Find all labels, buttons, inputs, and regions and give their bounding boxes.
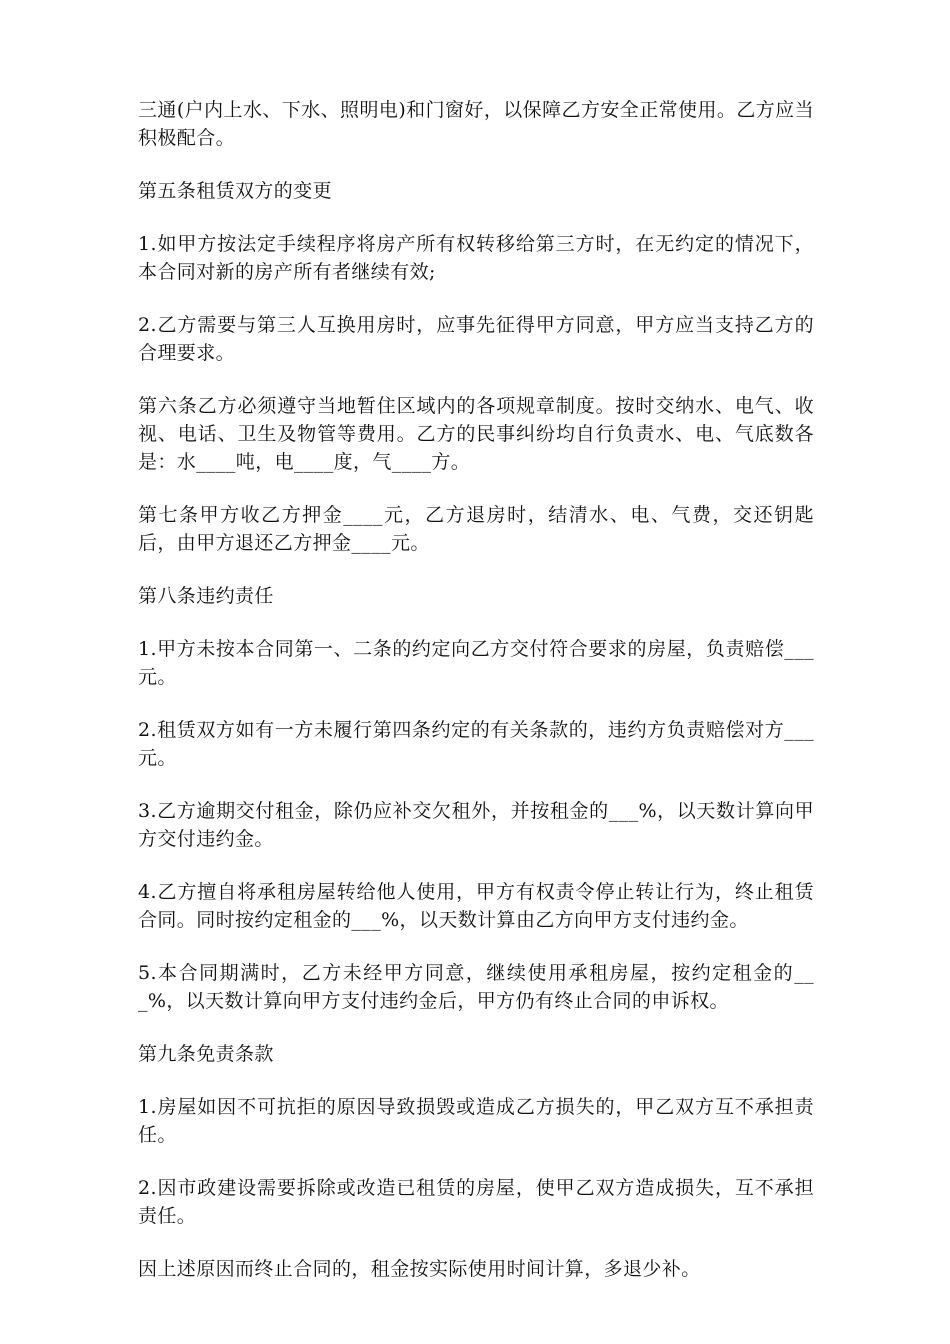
paragraph-article-9-item-1: 1.房屋如因不可抗拒的原因导致损毁或造成乙方损失的，甲乙双方互不承担责任。: [138, 1096, 814, 1146]
paragraph-article-8-item-4: 4.乙方擅自将承租房屋转给他人使用，甲方有权责令停止转让行为，终止租赁合同。同时按约定租金的___%，以天数计算由乙方向甲方支付违约金。: [138, 881, 814, 931]
paragraph-article-8-item-5: 5.本合同期满时，乙方未经甲方同意，继续使用承租房屋，按约定租金的___%，以天数计算向甲方支付违约金后，甲方仍有终止合同的申诉权。: [138, 962, 814, 1012]
paragraph-article-8-item-1: 1.甲方未按本合同第一、二条的约定向乙方交付符合要求的房屋，负责赔偿___元。: [138, 638, 814, 688]
paragraph-closing: 因上述原因而终止合同的，租金按实际使用时间计算，多退少补。: [138, 1258, 701, 1280]
heading-article-9: 第九条免责条款: [138, 1043, 274, 1065]
paragraph-article-8-item-2: 2.租赁双方如有一方未履行第四条约定的有关条款的，违约方负责赔偿对方___元。: [138, 719, 814, 769]
paragraph-article-6: 第六条乙方必须遵守当地暂住区域内的各项规章制度。按时交纳水、电气、收视、电话、卫生及物管等费用。乙方的民事纠纷均自行负责水、电、气底数各是：水____吨，电____度，气____方。: [138, 395, 814, 473]
paragraph-article-5-item-2: 2.乙方需要与第三人互换用房时，应事先征得甲方同意，甲方应当支持乙方的合理要求。: [138, 314, 814, 364]
heading-article-8: 第八条违约责任: [138, 585, 274, 607]
paragraph-utilities-clause: 三通(户内上水、下水、照明电)和门窗好，以保障乙方安全正常使用。乙方应当积极配合。: [138, 99, 814, 149]
paragraph-article-9-item-2: 2.因市政建设需要拆除或改造已租赁的房屋，使甲乙双方造成损失，互不承担责任。: [138, 1177, 814, 1227]
heading-article-5: 第五条租赁双方的变更: [138, 180, 333, 202]
paragraph-article-5-item-1: 1.如甲方按法定手续程序将房产所有权转移给第三方时，在无约定的情况下，本合同对新的房产所有者继续有效;: [138, 233, 814, 283]
paragraph-article-8-item-3: 3.乙方逾期交付租金，除仍应补交欠租外，并按租金的___%，以天数计算向甲方交付违约金。: [138, 800, 814, 850]
paragraph-article-7: 第七条甲方收乙方押金____元，乙方退房时，结清水、电、气费，交还钥匙后，由甲方退还乙方押金____元。: [138, 504, 814, 554]
